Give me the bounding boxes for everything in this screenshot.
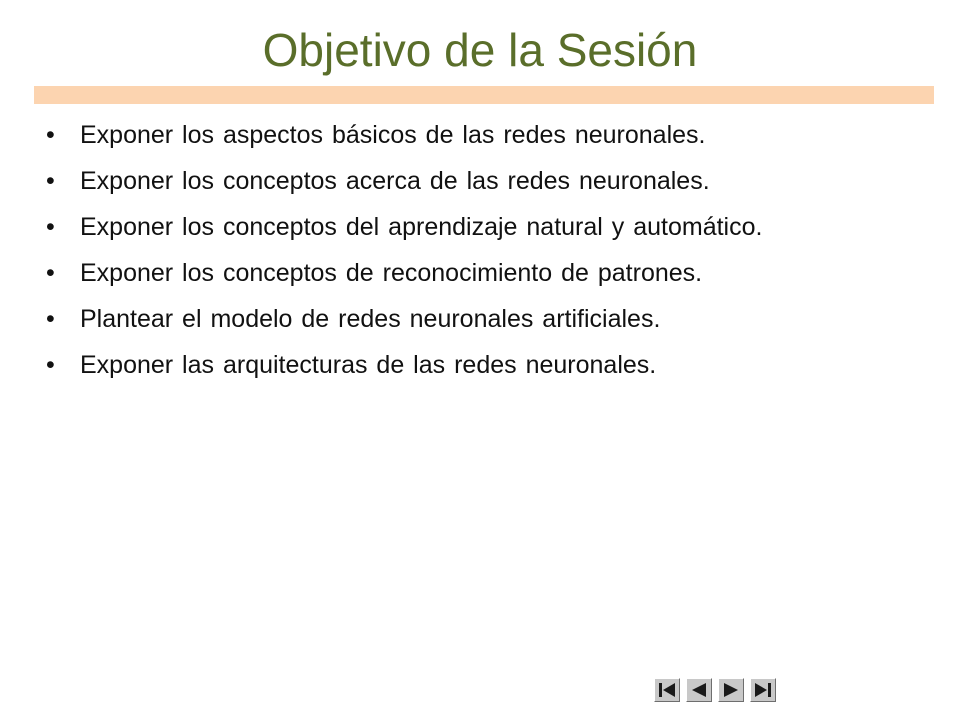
bullet-list	[40, 118, 900, 394]
last-slide-button[interactable]	[750, 678, 776, 702]
title-accent-bar	[34, 86, 934, 104]
bullet-glyph: •	[46, 213, 55, 241]
next-slide-button[interactable]	[718, 678, 744, 702]
bullet-glyph: •	[46, 351, 55, 379]
bullet-text: Exponer los conceptos del aprendizaje natural y automático.	[80, 213, 763, 241]
last-slide-icon	[754, 682, 772, 698]
bullet-glyph: •	[46, 305, 55, 333]
bullet-glyph: •	[46, 167, 55, 195]
bullet-glyph: •	[46, 121, 55, 149]
bullet-item	[40, 164, 900, 198]
bullet-text: Exponer las arquitecturas de las redes neuronales.	[80, 351, 657, 379]
bullet-text: Exponer los conceptos de reconocimiento de patrones.	[80, 259, 703, 287]
bullet-text: Plantear el modelo de redes neuronales artificiales.	[80, 305, 661, 333]
bullet-item	[40, 210, 900, 244]
bullet-text: Exponer los conceptos acerca de las redes neuronales.	[80, 167, 710, 195]
bullet-item	[40, 256, 900, 290]
first-slide-button[interactable]	[654, 678, 680, 702]
bullet-glyph: •	[46, 259, 55, 287]
first-slide-icon	[658, 682, 676, 698]
bullet-item	[40, 302, 900, 336]
slide-title: Objetivo de la Sesión	[262, 24, 698, 76]
previous-slide-button[interactable]	[686, 678, 712, 702]
bullet-item	[40, 348, 900, 382]
next-slide-icon	[722, 682, 740, 698]
bullet-item	[40, 118, 900, 152]
slide-navigation	[654, 678, 776, 702]
bullet-text: Exponer los aspectos básicos de las redes neuronales.	[80, 121, 706, 149]
previous-slide-icon	[690, 682, 708, 698]
